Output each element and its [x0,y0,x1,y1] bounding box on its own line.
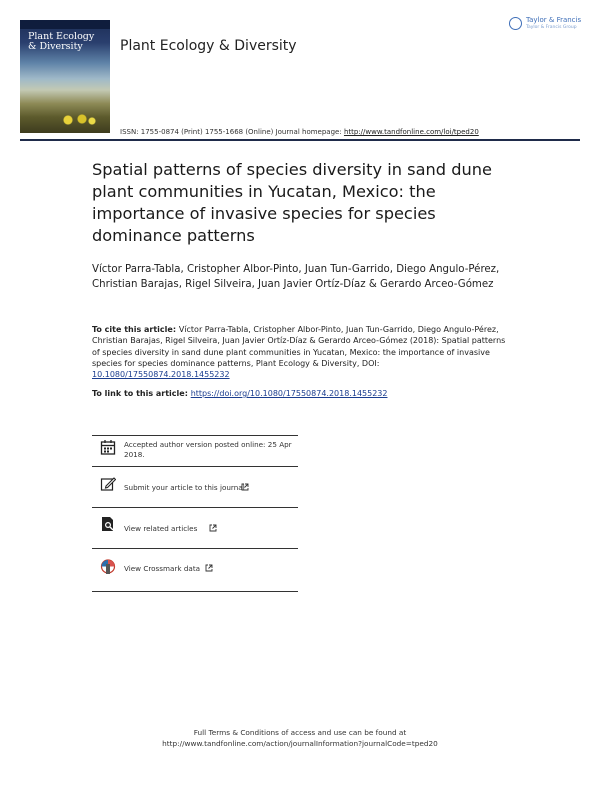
citation-label: To cite this article: [92,325,179,334]
crossmark-icon [100,559,116,575]
header-divider [20,139,580,141]
issn-line [120,128,479,136]
row-divider [92,591,298,592]
journal-homepage-link[interactable]: http://www.tandfonline.com/loi/tped20 [343,128,479,136]
journal-name: Plant Ecology & Diversity [120,38,297,54]
accepted-version-text: Accepted author version posted online: 25 Apr 2018. [124,440,292,459]
row-divider [92,548,298,549]
external-link-icon [205,564,213,572]
publisher-logo-subtext: Taylor & Francis Group [526,25,577,30]
external-link-icon [209,524,217,532]
citation-text: Víctor Parra-Tabla, Cristopher Albor-Pinto, Juan Tun-Garrido, Diego Angulo-Pérez, Christian Barajas, Rigel Silveira, Juan Javier Ortíz-Díaz & Gerardo Arceo-Gómez (2018): Spatial patterns of species diversity in sand dune plant communities in Yucatan, Mexico: the importance of invasive species for species dominance patterns, Plant Ecology & Diversity, DOI: [92,325,506,368]
row-divider [92,435,298,436]
article-doi-link[interactable]: https://doi.org/10.1080/17550874.2018.1455232 [190,389,388,398]
calendar-icon [100,439,116,455]
row-divider [92,507,298,508]
cover-top-band [20,20,110,29]
citation-doi-link[interactable]: 10.1080/17550874.2018.1455232 [92,370,230,380]
publisher-logo-text: Taylor & Francis [526,16,582,24]
external-link-icon [241,483,249,491]
cover-flowers [58,114,98,126]
terms-footer [0,727,600,749]
issn-text: ISSN: 1755-0874 (Print) 1755-1668 (Online) Journal homepage: [120,128,344,136]
citation-block [92,324,512,380]
edit-icon [100,476,116,492]
terms-footer-line1: Full Terms & Conditions of access and use can be found at [193,728,407,737]
publisher-logo-icon [509,17,522,30]
article-link-line [92,389,388,398]
row-divider [92,466,298,467]
article-link-label: To link to this article: [92,389,191,398]
cover-title-line2: & Diversity [28,41,83,52]
related-articles-icon [100,516,116,532]
publisher-logo [509,16,584,36]
journal-cover-image [20,20,110,133]
related-articles-link[interactable]: View related articles [124,524,198,533]
terms-footer-url[interactable]: http://www.tandfonline.com/action/journalInformation?journalCode=tped20 [162,739,438,748]
cover-title [28,32,110,52]
article-authors: Víctor Parra-Tabla, Cristopher Albor-Pinto, Juan Tun-Garrido, Diego Angulo-Pérez, Christian Barajas, Rigel Silveira, Juan Javier Ortíz-Díaz & Gerardo Arceo-Gómez [92,264,500,290]
cover-title-line1: Plant Ecology [28,31,95,42]
crossmark-link[interactable]: View Crossmark data [124,564,201,573]
article-title: Spatial patterns of species diversity in sand dune plant communities in Yucatan, Mexico: the importance of invasive species for species dominance patterns [92,160,492,245]
submit-article-link[interactable]: Submit your article to this journal [124,483,245,492]
